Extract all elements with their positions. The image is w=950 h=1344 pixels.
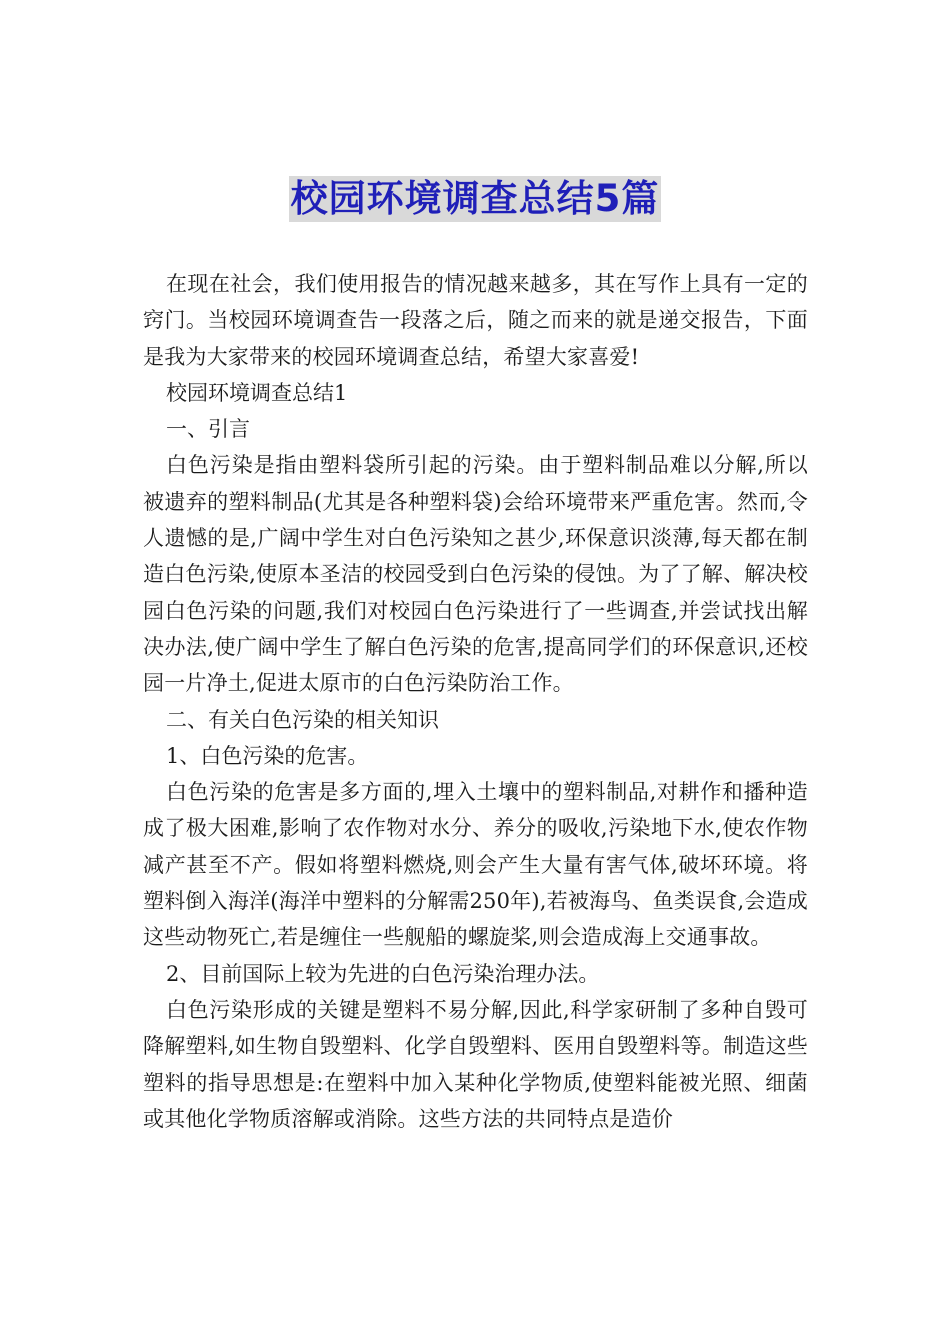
subheading-treatment-methods: 2、目前国际上较为先进的白色污染治理办法。	[166, 961, 600, 986]
heading-related-knowledge: 二、有关白色污染的相关知识	[166, 707, 439, 732]
intro-paragraph: 在现在社会，我们使用报告的情况越来越多，其在写作上具有一定的窍门。当校园环境调查告一段落之后，随之而来的就是递交报告，下面是我为大家带来的校园环境调查总结，希望大家喜爱!	[143, 272, 808, 369]
paragraph-treatment-methods: 白色污染形成的关键是塑料不易分解,因此,科学家研制了多种自毁可降解塑料,如生物自毁塑料、化学自毁塑料、医用自毁塑料等。制造这些塑料的指导思想是:在塑料中加入某种化学物质,使塑料能被光照、细菌或其他化学物质溶解或消除。这些方法的共同特点是造价	[143, 997, 808, 1131]
paragraph-white-pollution: 白色污染是指由塑料袋所引起的污染。由于塑料制品难以分解,所以被遗弃的塑料制品(尤其是各种塑料袋)会给环境带来严重危害。然而,令人遗憾的是,广阔中学生对白色污染知之甚少,环保意识淡薄,每天都在制造白色污染,使原本圣洁的校园受到白色污染的侵蚀。为了了解、解决校园白色污染的问题,我们对校园白色污染进行了一些调查,并尝试找出解决办法,使广阔中学生了解白色污染的危害,提高同学们的环保意识,还校园一片净土,促进太原市的白色污染防治工作。	[143, 453, 808, 696]
title-container	[0, 176, 950, 222]
subheading-hazards: 1、白色污染的危害。	[166, 743, 369, 768]
document-title: 校园环境调查总结5篇	[290, 177, 660, 220]
section-heading-summary-1: 校园环境调查总结1	[166, 380, 348, 405]
paragraph-hazards: 白色污染的危害是多方面的,埋入土壤中的塑料制品,对耕作和播种造成了极大困难,影响了农作物对水分、养分的吸收,污染地下水,使农作物减产甚至不产。假如将塑料燃烧,则会产生大量有害气体,破坏环境。将塑料倒入海洋(海洋中塑料的分解需250年),若被海鸟、鱼类误食,会造成这些动物死亡,若是缠住一些舰船的螺旋桨,则会造成海上交通事故。	[143, 780, 808, 950]
heading-introduction: 一、引言	[166, 417, 250, 442]
document-body	[143, 266, 808, 1137]
